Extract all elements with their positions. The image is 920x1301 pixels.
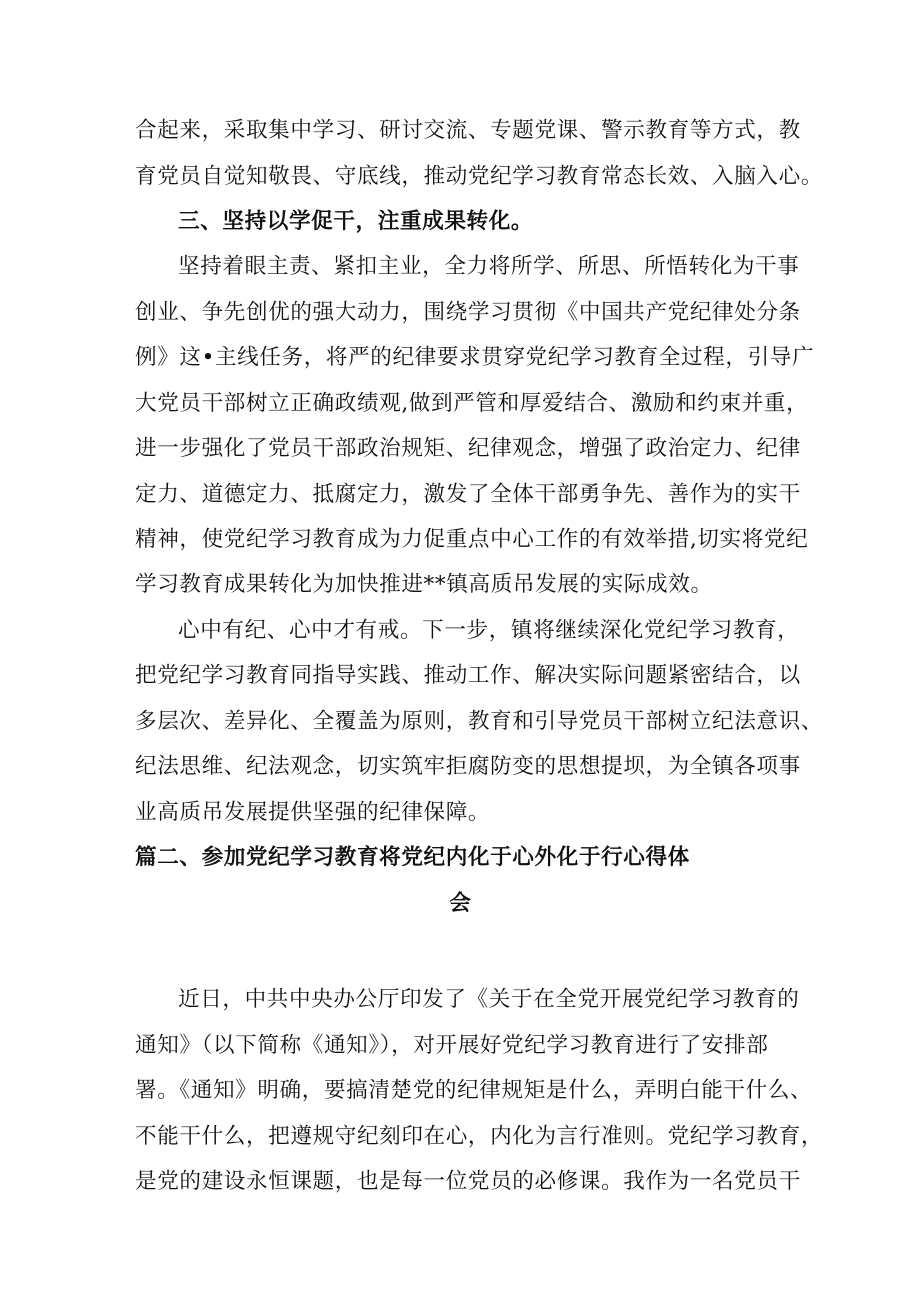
paragraph-line: 精神，使党纪学习教育成为力促重点中心工作的有效举措,切实将党纪 [135,527,809,552]
paragraph-line: 署。《通知》明确，要搞清楚党的纪律规矩是什么，弄明白能干什么、 [135,1078,813,1103]
paragraph-line: 心中有纪、心中才有戒。下一步，镇将继续深化党纪学习教育， [178,618,800,643]
paragraph-line: 学习教育成果转化为加快推进**镇高质吊发展的实际成效。 [135,572,713,597]
section-heading: 三、坚持以学促干，注重成果转化。 [178,209,534,234]
paragraph-line: 近日，中共中央办公厅印发了《关于在全党开展党纪学习教育的 [178,987,800,1012]
paragraph-line: 多层次、差异化、全覆盖为原则，教育和引导党员干部树立纪法意识、 [135,709,824,734]
article-title-continued: 会 [449,891,471,916]
paragraph-line: 纪法思维、纪法观念，切实筑牢拒腐防变的思想提坝，为全镇各项事 [135,754,801,779]
paragraph-line: 业高质吊发展提供坚强的纪律保障。 [135,800,491,825]
paragraph-line: 大党员干部树立正确政绩观,做到严管和厚爱结合、激励和约束并重， [135,391,809,416]
article-title: 篇二、参加党纪学习教育将党纪内化于心外化于行心得体 [135,845,690,870]
paragraph-line: 不能干什么，把遵规守纪刻印在心，内化为言行准则。党纪学习教育， [135,1124,824,1149]
paragraph-line: 进一步强化了党员干部政治规矩、纪律观念，增强了政治定力、纪律 [135,436,801,461]
paragraph-line: 坚持着眼主责、紧扣主业，全力将所学、所思、所悟转化为干事 [178,254,800,279]
paragraph-line: 定力、道德定力、抵腐定力，激发了全体干部勇争先、善作为的实干 [135,482,801,507]
paragraph-line: 通知》（以下简称《通知》），对开展好党纪学习教育进行了安排部 [135,1033,769,1058]
paragraph-line: 把党纪学习教育同指导实践、推动工作、解决实际问题紧密结合，以 [135,663,801,688]
paragraph-line: 合起来，采取集中学习、研讨交流、专题党课、警示教育等方式，教 [135,118,801,143]
paragraph-line: 是党的建设永恒课题，也是每一位党员的必修课。我作为一名党员干 [135,1169,801,1194]
paragraph-line: 创业、争先创优的强大动力，围绕学习贯彻《中国共产党纪律处分条 [135,300,801,325]
paragraph-line: 例》这•主线任务，将严的纪律要求贯穿党纪学习教育全过程，引导广 [135,345,815,370]
paragraph-line: 育党员自觉知敬畏、守底线，推动党纪学习教育常态长效、入脑入心。 [135,164,824,189]
